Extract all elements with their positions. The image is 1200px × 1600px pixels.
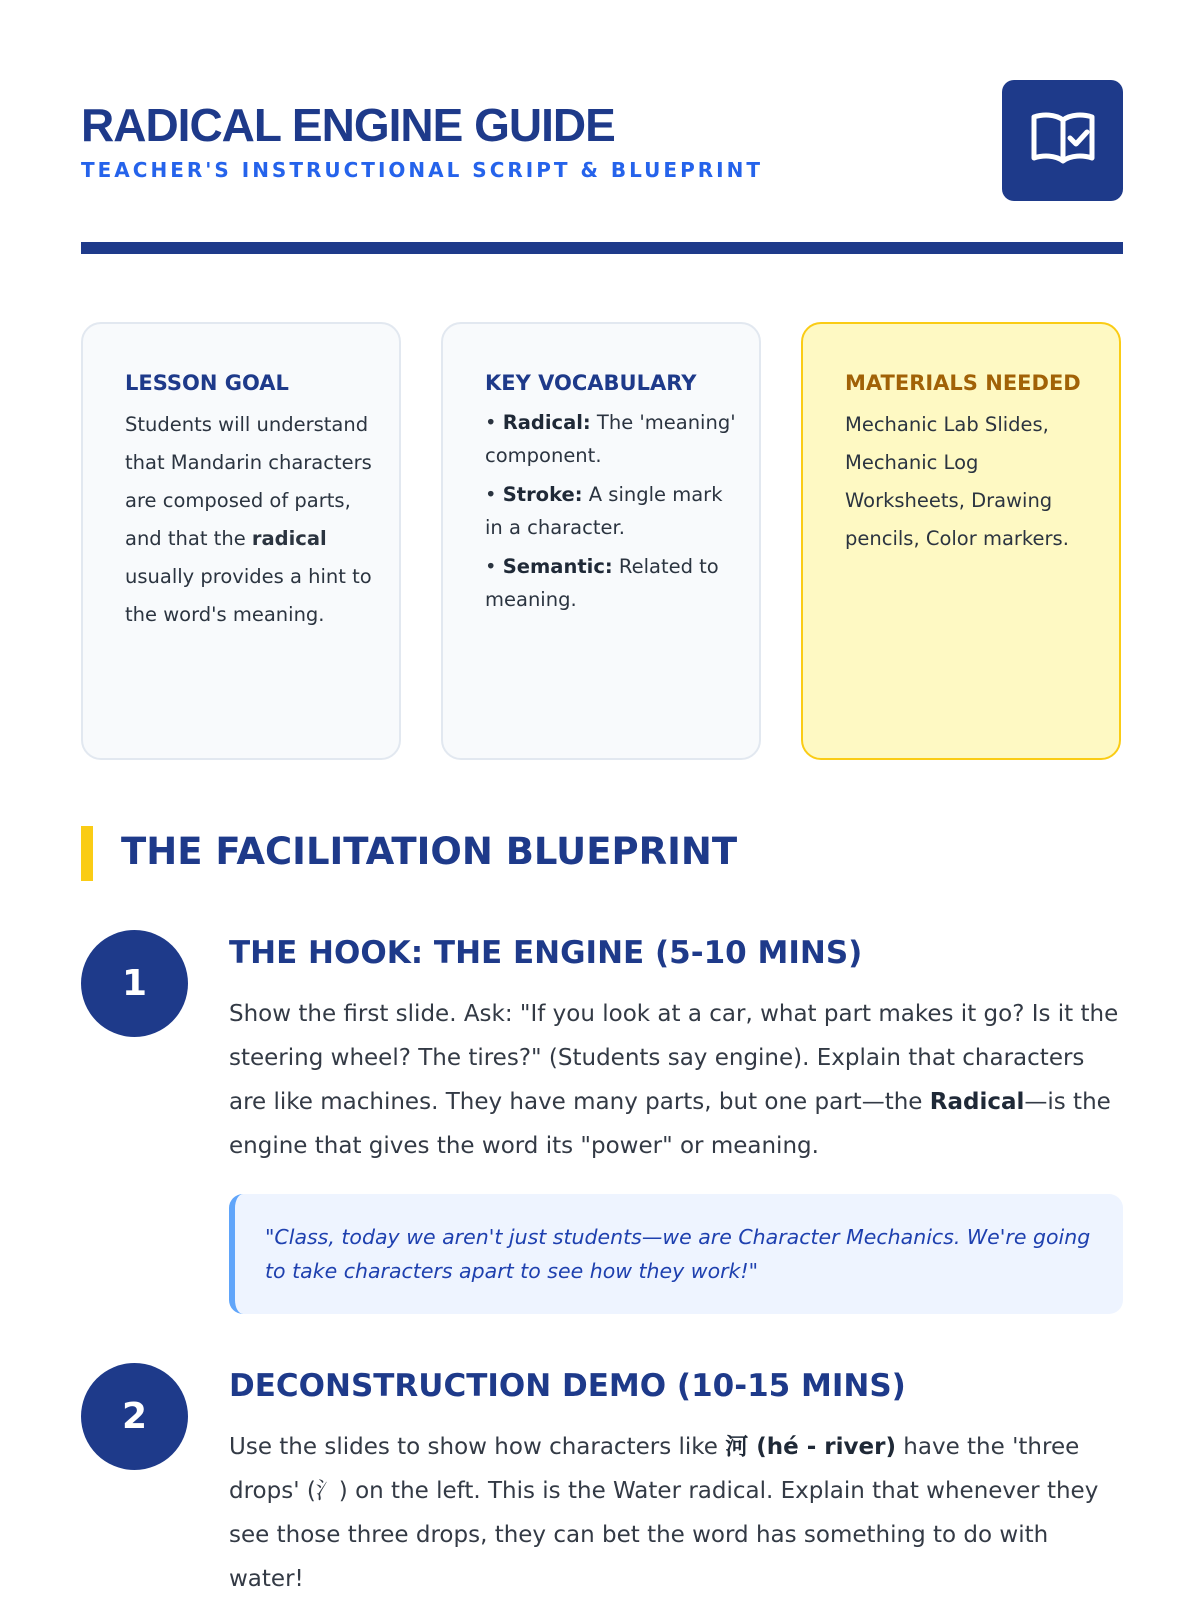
page-title: RADICAL ENGINE GUIDE (81, 99, 615, 151)
lesson-goal-title: LESSON GOAL (125, 371, 289, 395)
step-title: DECONSTRUCTION DEMO (10-15 MINS) (229, 1368, 906, 1404)
book-check-icon (1029, 110, 1097, 172)
step-content (229, 930, 1123, 1314)
page-header (81, 80, 1123, 200)
logo (1002, 80, 1123, 201)
page-subtitle: TEACHER'S INSTRUCTIONAL SCRIPT & BLUEPRINT (81, 158, 763, 182)
section-accent-bar (81, 826, 93, 881)
step-title: THE HOOK: THE ENGINE (5-10 MINS) (229, 935, 863, 971)
key-vocabulary-title: KEY VOCABULARY (485, 371, 697, 395)
materials-needed-card (801, 322, 1121, 760)
section-title: THE FACILITATION BLUEPRINT (121, 830, 738, 873)
step-content (229, 1363, 1123, 1600)
lesson-goal-card (81, 322, 401, 760)
teacher-script-quote: "Class, today we aren't just students—we are Character Mechanics. We're going to take characters apart to see how they work!" (229, 1194, 1123, 1314)
materials-needed-text: Mechanic Lab Slides, Mechanic Log Worksheets, Drawing pencils, Color markers. (845, 413, 1069, 550)
step-text: Show the first slide. Ask: "If you look at a car, what part makes it go? Is it the steering wheel? The tires?" (Students say engine). Explain that characters are like machines. They have many parts, but one part—the Radical—is the engine that gives the word its "power" or meaning. (229, 1001, 1119, 1159)
lesson-goal-text: Students will understand that Mandarin characters are composed of parts, and that the radical usually provides a hint to the word's meaning. (125, 413, 372, 626)
radical-term: radical (251, 527, 327, 550)
vocab-item: • Stroke: A single mark in a character. (485, 483, 723, 539)
step-number-badge: 2 (81, 1363, 188, 1470)
header-divider (81, 242, 1123, 254)
vocab-item: • Radical: The 'meaning' component. (485, 411, 736, 467)
key-vocabulary-card (441, 322, 761, 760)
step-number-badge: 1 (81, 930, 188, 1037)
section-heading (81, 826, 881, 881)
vocab-item: • Semantic: Related to meaning. (485, 555, 719, 611)
materials-needed-title: MATERIALS NEEDED (845, 371, 1081, 395)
step-text: Use the slides to show how characters like 河 (hé - river) have the 'three drops' (氵) on the left. This is the Water radical. Explain that whenever they see those three drops, they can bet the word has something to do with water! (229, 1434, 1099, 1592)
